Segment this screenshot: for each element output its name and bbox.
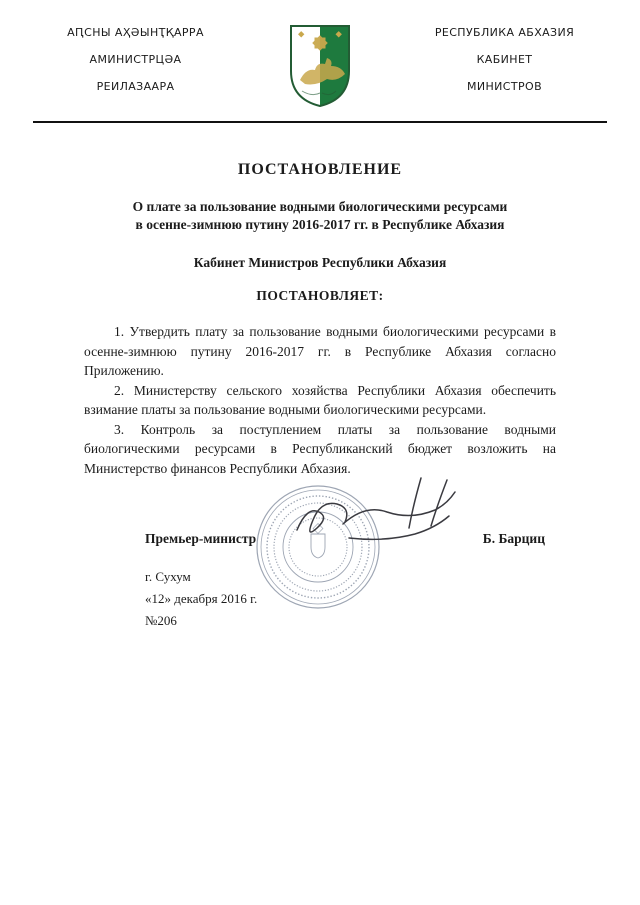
signer-role: Премьер-министр (145, 531, 257, 546)
coat-of-arms-icon (288, 23, 352, 107)
body-paragraph-3: 3. Контроль за поступлением платы за пользование водными биологическими ресурсами в Республиканский бюджет возложить на Министерство финансов Республики Абхазия. (84, 421, 556, 476)
document-body (84, 322, 556, 478)
document-subject (0, 198, 640, 234)
document-header (0, 0, 640, 108)
footer-number: №206 (145, 613, 177, 628)
document-title: ПОСТАНОВЛЕНИЕ (237, 161, 403, 178)
header-left-line-3: РЕИЛАЗААРА (96, 80, 175, 93)
header-right-line-1: РЕСПУБЛИКА АБХАЗИЯ (434, 26, 575, 39)
signature-row (145, 531, 545, 547)
body-paragraph-2: 2. Министерству сельского хозяйства Республики Абхазия обеспечить взимание платы за пользование водными биологическими ресурсами. (84, 382, 556, 417)
subject-line-2: в осенне-зимнюю путину 2016-2017 гг. в Республике Абхазия (135, 217, 505, 232)
header-abkhazian-block (33, 21, 238, 108)
body-paragraph-1: 1. Утвердить плату за пользование водными биологическими ресурсами в осенне-зимнюю путину 2016-2017 гг. в Республике Абхазия согласно Приложению. (84, 324, 556, 378)
header-right-line-2: КАБИНЕТ (476, 53, 533, 66)
header-divider (33, 121, 607, 123)
subject-line-1: О плате за пользование водными биологическими ресурсами (132, 199, 508, 214)
seal-and-signature (231, 472, 471, 622)
header-russian-block (402, 21, 607, 108)
header-left-line-1: АԤСНЫ АҲӘЫНҬҚАРРА (67, 26, 204, 39)
footer-city: г. Сухум (145, 569, 191, 584)
resolves-line: ПОСТАНОВЛЯЕТ: (256, 288, 384, 303)
header-right-line-3: МИНИСТРОВ (466, 80, 543, 93)
footer-date: «12» декабря 2016 г. (145, 591, 258, 606)
header-left-line-2: АМИНИСТРЦӘА (89, 53, 182, 66)
signer-name: Б. Барциц (482, 531, 545, 546)
round-seal-icon (257, 486, 379, 608)
issuer-line: Кабинет Министров Республики Абхазия (193, 255, 447, 270)
